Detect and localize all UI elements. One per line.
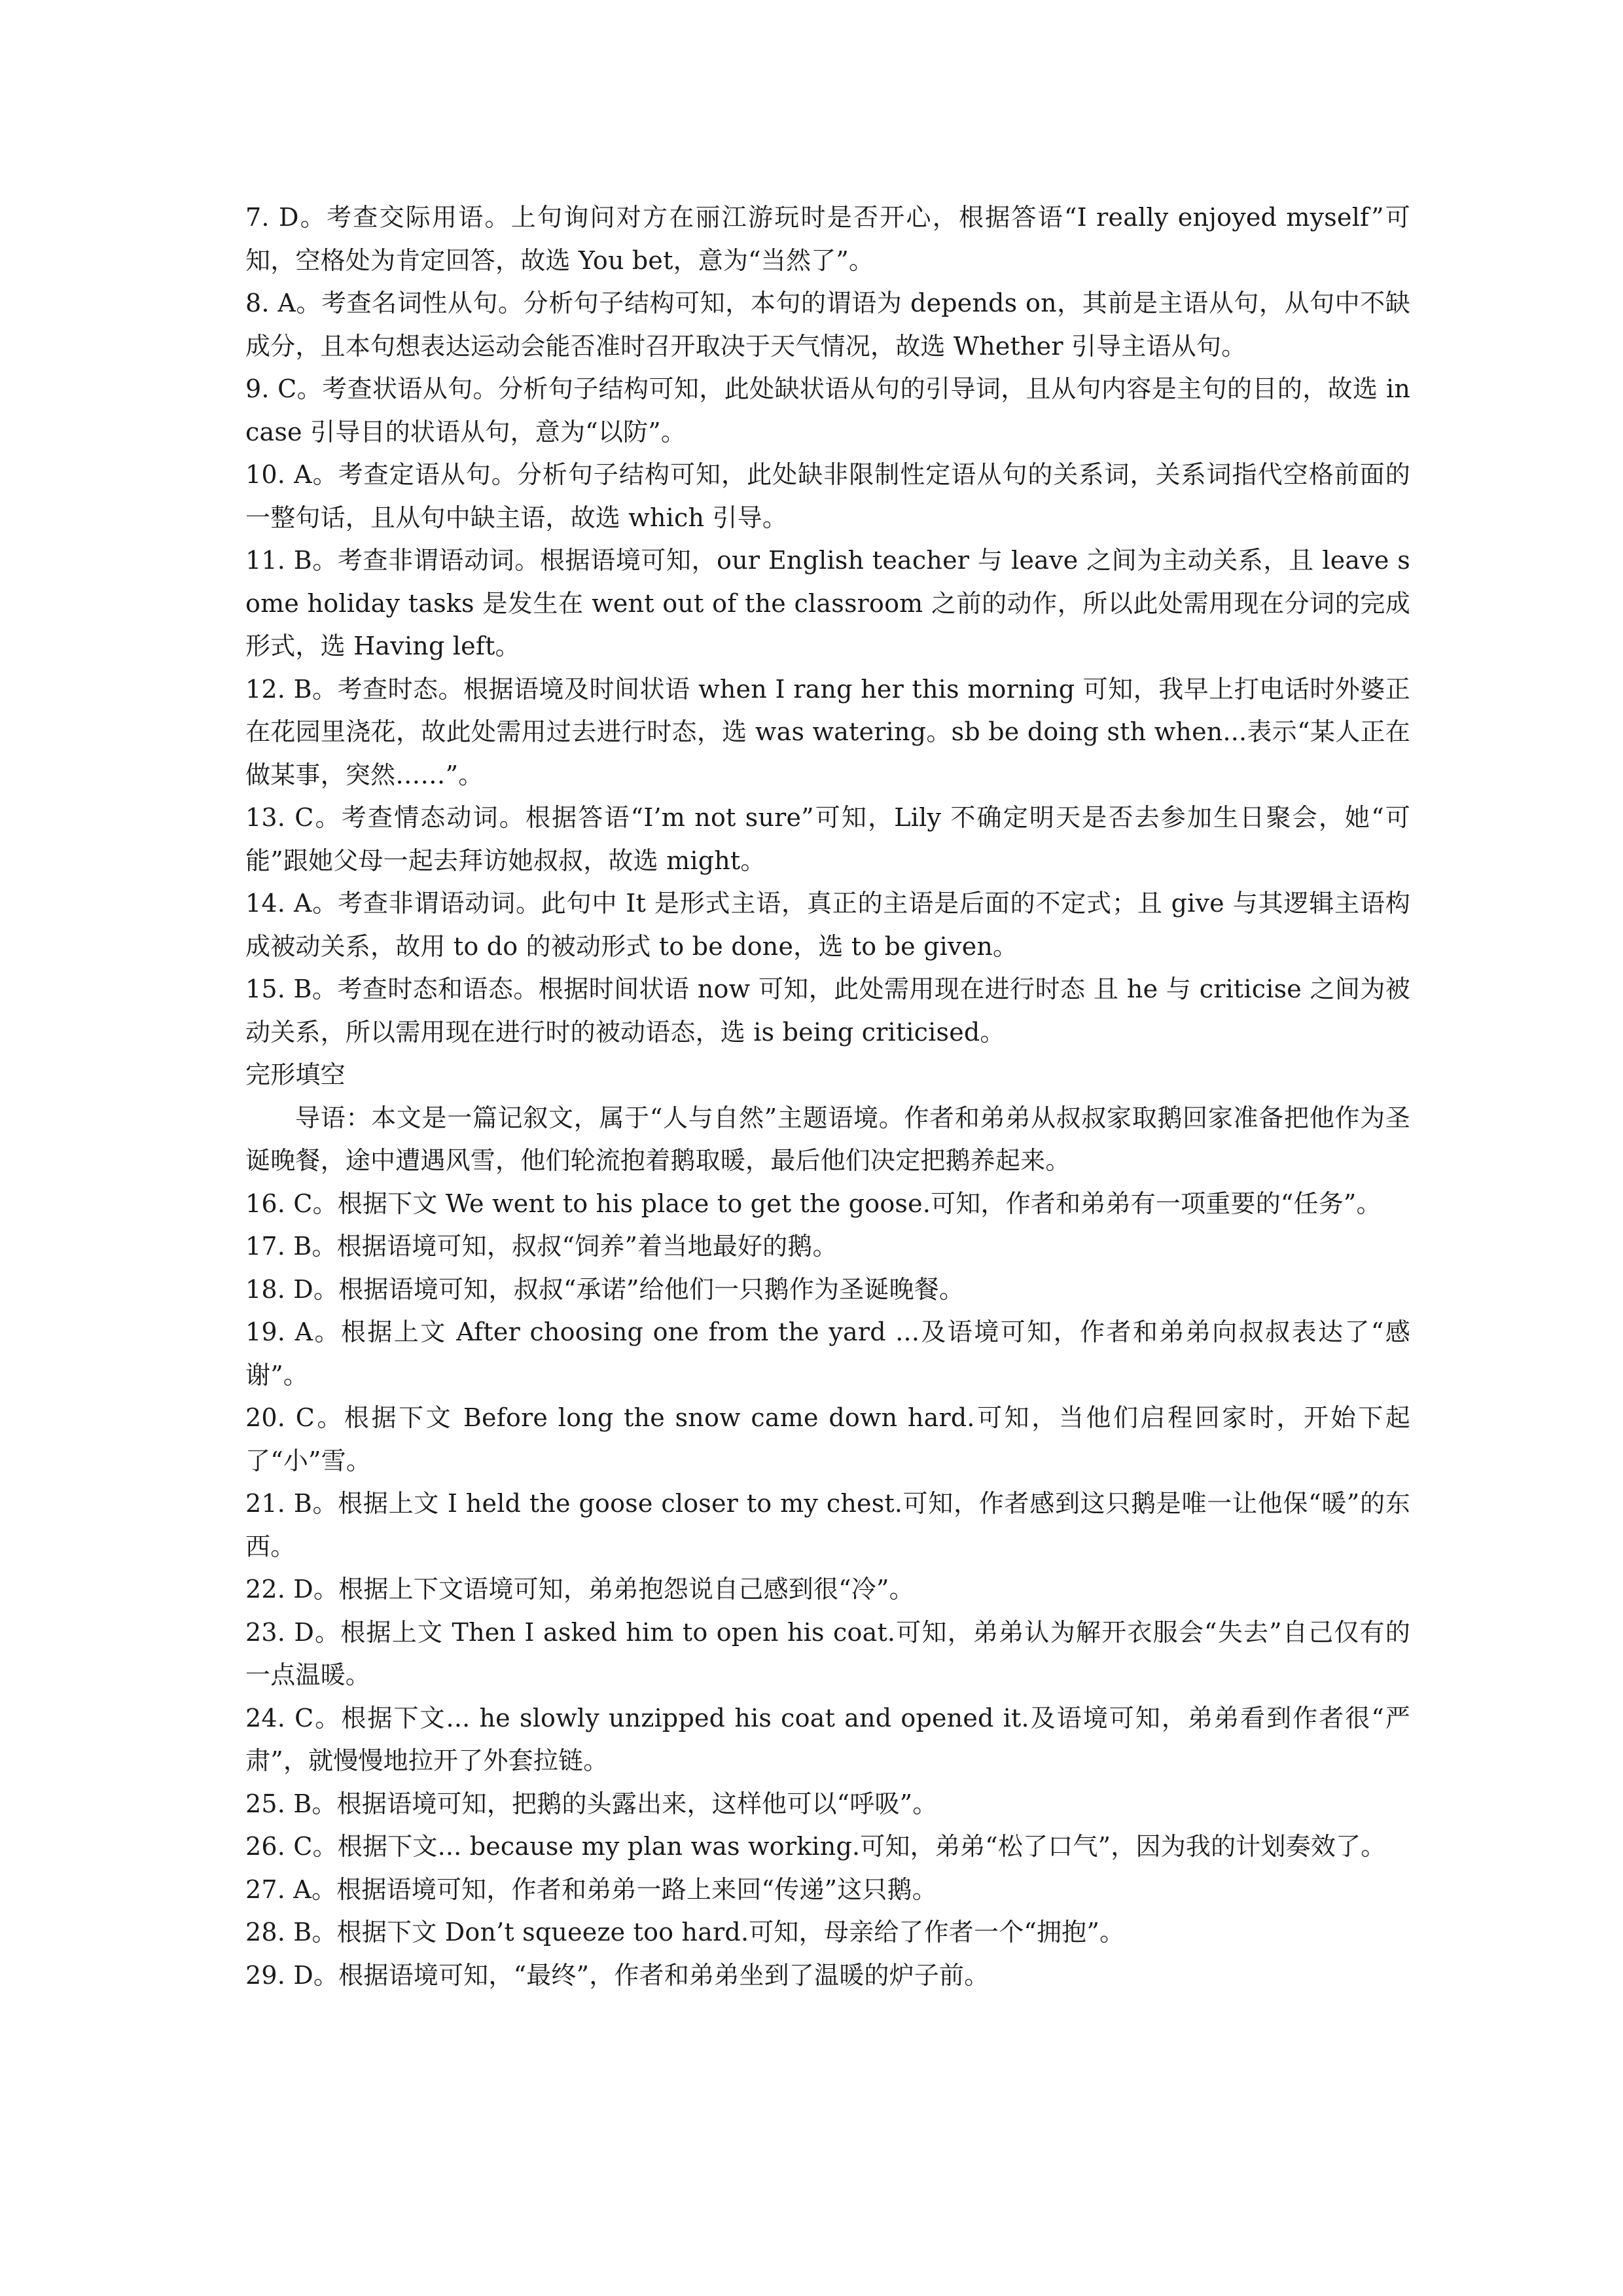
- section-title-cloze: 完形填空: [245, 1060, 346, 1089]
- answer-item-18: 18. D。根据语境可知，叔叔“承诺”给他们一只鹅作为圣诞晚餐。: [245, 1274, 965, 1304]
- answer-item-28: 28. B。根据下文 Don’t squeeze too hard.可知，母亲给了作者一个“拥抱”。: [245, 1918, 1125, 1946]
- answer-item-8: 8. A。考查名词性从句。分析句子结构可知，本句的谓语为 depends on，其前是主语从句，从句中不缺成分，且本句想表达运动会能否准时召开取决于天气情况，故选 Whether 引导主语从句。: [245, 289, 1410, 361]
- answer-item-12: 12. B。考查时态。根据语境及时间状语 when I rang her this morning 可知，我早上打电话时外婆正在花园里浇花，故此处需用过去进行时态，选 was watering。sb be doing sth when...表示“某人正在做某事，突然……”。: [245, 674, 1410, 789]
- answer-item-23: 23. D。根据上文 Then I asked him to open his coat.可知，弟弟认为解开衣服会“失去”自己仅有的一点温暖。: [245, 1617, 1410, 1689]
- answer-item-26: 26. C。根据下文... because my plan was working.可知，弟弟“松了口气”，因为我的计划奏效了。: [245, 1832, 1386, 1861]
- answer-item-22: 22. D。根据上下文语境可知，弟弟抱怨说自己感到很“冷”。: [245, 1575, 914, 1604]
- answer-item-14: 14. A。考查非谓语动词。此句中 It 是形式主语，真正的主语是后面的不定式；且 give 与其逻辑主语构成被动关系，故用 to do 的被动形式 to be done，选 to be given。: [245, 889, 1410, 961]
- answer-item-25: 25. B。根据语境可知，把鹅的头露出来，这样他可以“呼吸”。: [245, 1789, 938, 1818]
- answer-item-10: 10. A。考查定语从句。分析句子结构可知，此处缺非限制性定语从句的关系词，关系词指代空格前面的一整句话，且从句中缺主语，故选 which 引导。: [245, 460, 1410, 532]
- answer-item-20: 20. C。根据下文 Before long the snow came down hard.可知，当他们启程回家时，开始下起了“小”雪。: [245, 1403, 1410, 1475]
- answer-item-19: 19. A。根据上文 After choosing one from the yard ...及语境可知，作者和弟弟向叔叔表达了“感谢”。: [245, 1318, 1410, 1390]
- answer-item-21: 21. B。根据上文 I held the goose closer to my chest.可知，作者感到这只鹅是唯一让他保“暖”的东西。: [245, 1489, 1410, 1561]
- answer-item-9: 9. C。考查状语从句。分析句子结构可知，此处缺状语从句的引导词，且从句内容是主句的目的，故选 in case 引导目的状语从句，意为“以防”。: [245, 374, 1410, 446]
- answer-key-content: [245, 196, 1410, 1997]
- answer-item-7: 7. D。考查交际用语。上句询问对方在丽江游玩时是否开心，根据答语“I really enjoyed myself”可知，空格处为肯定回答，故选 You bet，意为“当然了”。: [245, 203, 1410, 275]
- answer-item-16: 16. C。根据下文 We went to his place to get the goose.可知，作者和弟弟有一项重要的“任务”。: [245, 1189, 1382, 1218]
- answer-item-11: 11. B。考查非谓语动词。根据语境可知，our English teacher 与 leave 之间为主动关系，且 leave some holiday tasks 是发生在 went out of the classroom 之前的动作，所以此处需用现在分词的完成形式，选 Having left。: [245, 546, 1410, 660]
- answer-item-17: 17. B。根据语境可知，叔叔“饲养”着当地最好的鹅。: [245, 1232, 838, 1261]
- answer-item-13: 13. C。考查情态动词。根据答语“I’m not sure”可知，Lily 不确定明天是否去参加生日聚会，她“可能”跟她父母一起去拜访她叔叔，故选 might。: [245, 803, 1410, 875]
- answer-item-27: 27. A。根据语境可知，作者和弟弟一路上来回“传递”这只鹅。: [245, 1874, 938, 1904]
- answer-item-15: 15. B。考查时态和语态。根据时间状语 now 可知，此处需用现在进行时态 且 he 与 criticise 之间为被动关系，所以需用现在进行时的被动语态，选 is being criticised。: [245, 975, 1410, 1047]
- cloze-intro: 导语：本文是一篇记叙文，属于“人与自然”主题语境。作者和弟弟从叔叔家取鹅回家准备把他作为圣诞晚餐，途中遭遇风雪，他们轮流抱着鹅取暖，最后他们决定把鹅养起来。: [245, 1103, 1410, 1175]
- answer-item-24: 24. C。根据下文... he slowly unzipped his coat and opened it.及语境可知，弟弟看到作者很“严肃”，就慢慢地拉开了外套拉链。: [245, 1703, 1410, 1775]
- answer-item-29: 29. D。根据语境可知，“最终”，作者和弟弟坐到了温暖的炉子前。: [245, 1960, 990, 1990]
